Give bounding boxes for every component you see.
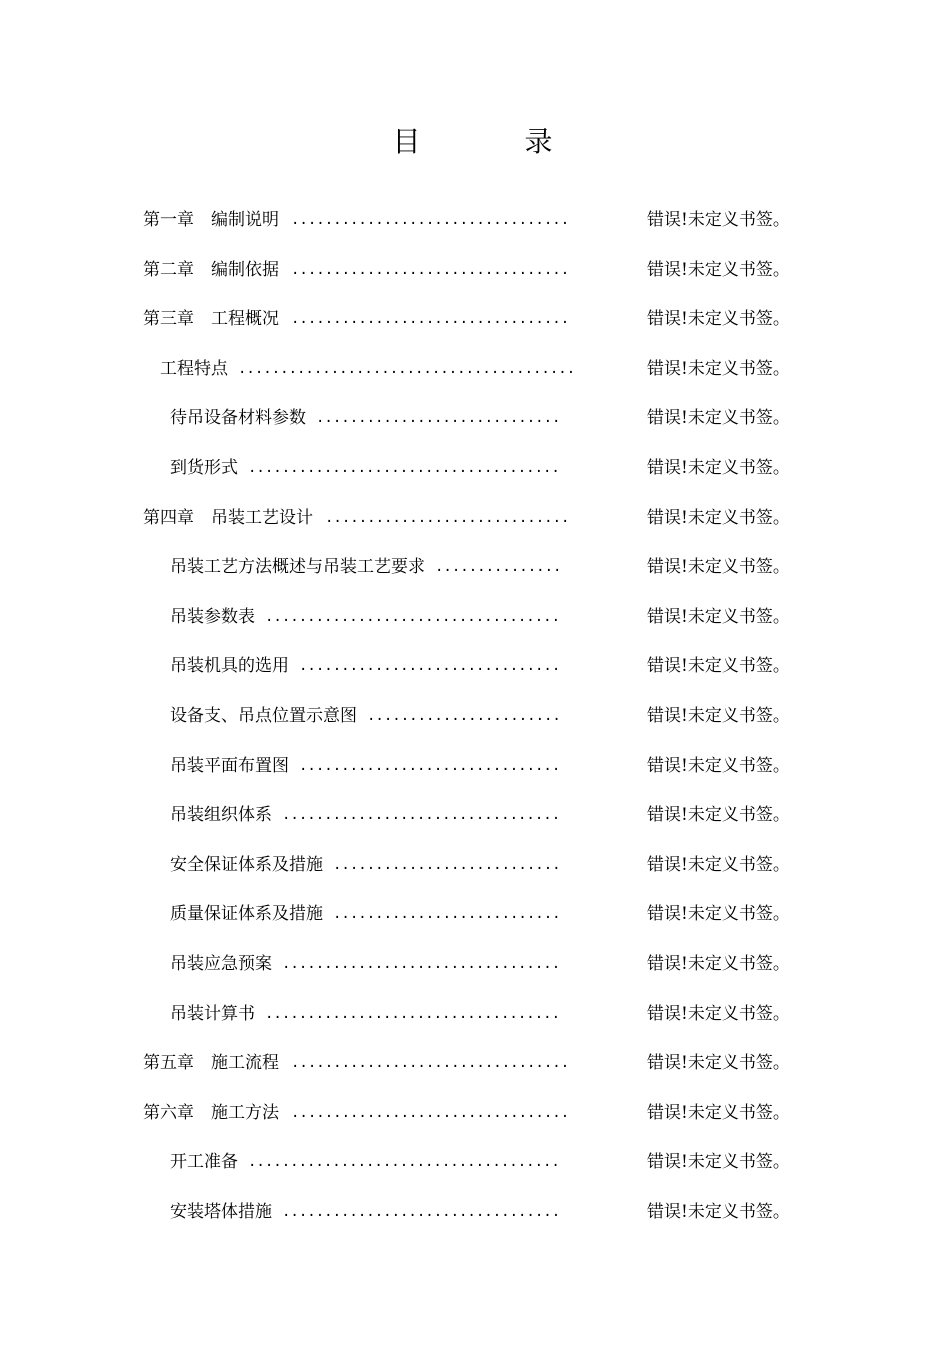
toc-entry-label: 吊装组织体系 (170, 805, 272, 826)
toc-entry[interactable] (0, 1093, 950, 1133)
toc-entry-page-ref: 错误!未定义书签。 (647, 606, 790, 627)
toc-entry[interactable] (0, 845, 950, 885)
toc-entry[interactable] (0, 1192, 950, 1232)
toc-entry-page-ref: 错误!未定义书签。 (647, 557, 790, 578)
toc-entry-label: 第四章 吊装工艺设计 (143, 507, 313, 528)
toc-leader-dots: ................................. (282, 956, 561, 972)
toc-entry-label: 吊装参数表 (170, 606, 255, 627)
toc-leader-dots: ................................. (291, 1055, 570, 1072)
toc-entry-label: 吊装机具的选用 (170, 656, 289, 677)
toc-entry-page-ref: 错误!未定义书签。 (647, 1003, 790, 1024)
toc-entry[interactable] (0, 547, 950, 587)
toc-entry-label: 质量保证体系及措施 (170, 904, 323, 925)
toc-entry[interactable] (0, 250, 950, 290)
toc-leader-dots: ....................... (367, 708, 561, 724)
toc-entry-page-ref: 错误!未定义书签。 (647, 706, 790, 726)
toc-entry[interactable] (0, 448, 950, 488)
toc-entry-page-ref: 错误!未定义书签。 (647, 358, 790, 379)
toc-entry[interactable] (0, 498, 950, 538)
toc-leader-dots: ..................................... (248, 460, 560, 476)
toc-leader-dots: ................................. (291, 311, 570, 328)
toc-entry[interactable] (0, 894, 950, 934)
toc-entry-page-ref: 错误!未定义书签。 (647, 210, 790, 230)
toc-entry[interactable] (0, 646, 950, 686)
toc-leader-dots: ........................................ (238, 360, 576, 377)
toc-entry-label: 安全保证体系及措施 (170, 854, 323, 875)
toc-entry-page-ref: 错误!未定义书签。 (647, 507, 790, 528)
toc-leader-dots: ..................................... (248, 1154, 560, 1171)
toc-entry[interactable] (0, 994, 950, 1034)
toc-entry-page-ref: 错误!未定义书签。 (647, 805, 790, 826)
toc-leader-dots: ................................. (291, 1104, 570, 1121)
toc-entry-label: 第六章 施工方法 (143, 1102, 279, 1123)
toc-leader-dots: ............................. (316, 410, 561, 427)
toc-entry-page-ref: 错误!未定义书签。 (647, 1152, 790, 1173)
toc-entry-page-ref: 错误!未定义书签。 (647, 1102, 790, 1123)
toc-entry-label: 待吊设备材料参数 (170, 408, 306, 429)
toc-entry-page-ref: 错误!未定义书签。 (647, 259, 790, 280)
toc-entry-label: 吊装应急预案 (170, 954, 272, 974)
toc-entry-label: 吊装计算书 (170, 1003, 255, 1024)
toc-entry-page-ref: 错误!未定义书签。 (647, 458, 790, 478)
toc-entry[interactable] (0, 944, 950, 984)
toc-leader-dots: ................................... (265, 1005, 561, 1022)
toc-entry[interactable] (0, 349, 950, 389)
toc-title: 目 录 (392, 125, 591, 158)
toc-leader-dots: ................................. (291, 261, 570, 278)
toc-entry[interactable] (0, 1043, 950, 1083)
toc-entry-label: 第一章 编制说明 (143, 210, 279, 230)
toc-entry[interactable] (0, 299, 950, 339)
toc-entry-page-ref: 错误!未定义书签。 (647, 1202, 790, 1222)
toc-leader-dots: ................................. (291, 212, 570, 228)
toc-leader-dots: ........................... (333, 906, 561, 923)
toc-entry-page-ref: 错误!未定义书签。 (647, 854, 790, 875)
toc-entry-label: 第三章 工程概况 (143, 309, 279, 330)
toc-entry-label: 吊装平面布置图 (170, 755, 289, 776)
toc-entry-page-ref: 错误!未定义书签。 (647, 656, 790, 677)
toc-leader-dots: ................................. (282, 1204, 561, 1220)
toc-entry[interactable] (0, 597, 950, 637)
toc-entry-page-ref: 错误!未定义书签。 (647, 755, 790, 776)
toc-entry-label: 吊装工艺方法概述与吊装工艺要求 (170, 557, 425, 578)
toc-leader-dots: ................................. (282, 807, 561, 824)
toc-entry-label: 到货形式 (170, 458, 238, 478)
toc-entry-page-ref: 错误!未定义书签。 (647, 408, 790, 429)
toc-entry-label: 开工准备 (170, 1152, 238, 1173)
toc-entry-page-ref: 错误!未定义书签。 (647, 1053, 790, 1074)
toc-leader-dots: ............................... (299, 658, 561, 675)
toc-entry-label: 第五章 施工流程 (143, 1053, 279, 1074)
toc-leader-dots: ................................... (265, 608, 561, 625)
toc-leader-dots: ............... (435, 559, 562, 576)
toc-entry[interactable] (0, 200, 950, 240)
toc-entry-label: 工程特点 (160, 358, 228, 379)
toc-entry[interactable] (0, 795, 950, 835)
toc-entry[interactable] (0, 1142, 950, 1182)
toc-leader-dots: ........................... (333, 856, 561, 873)
toc-entry-label: 第二章 编制依据 (143, 259, 279, 280)
toc-entry[interactable] (0, 398, 950, 438)
toc-entry-label: 安装塔体措施 (170, 1202, 272, 1222)
toc-leader-dots: ............................... (299, 757, 561, 774)
toc-entry[interactable] (0, 696, 950, 736)
toc-entry-label: 设备支、吊点位置示意图 (170, 706, 357, 726)
toc-entry-page-ref: 错误!未定义书签。 (647, 904, 790, 925)
toc-entry[interactable] (0, 746, 950, 786)
toc-entry-page-ref: 错误!未定义书签。 (647, 954, 790, 974)
toc-entry-page-ref: 错误!未定义书签。 (647, 309, 790, 330)
toc-leader-dots: ............................. (325, 509, 570, 526)
